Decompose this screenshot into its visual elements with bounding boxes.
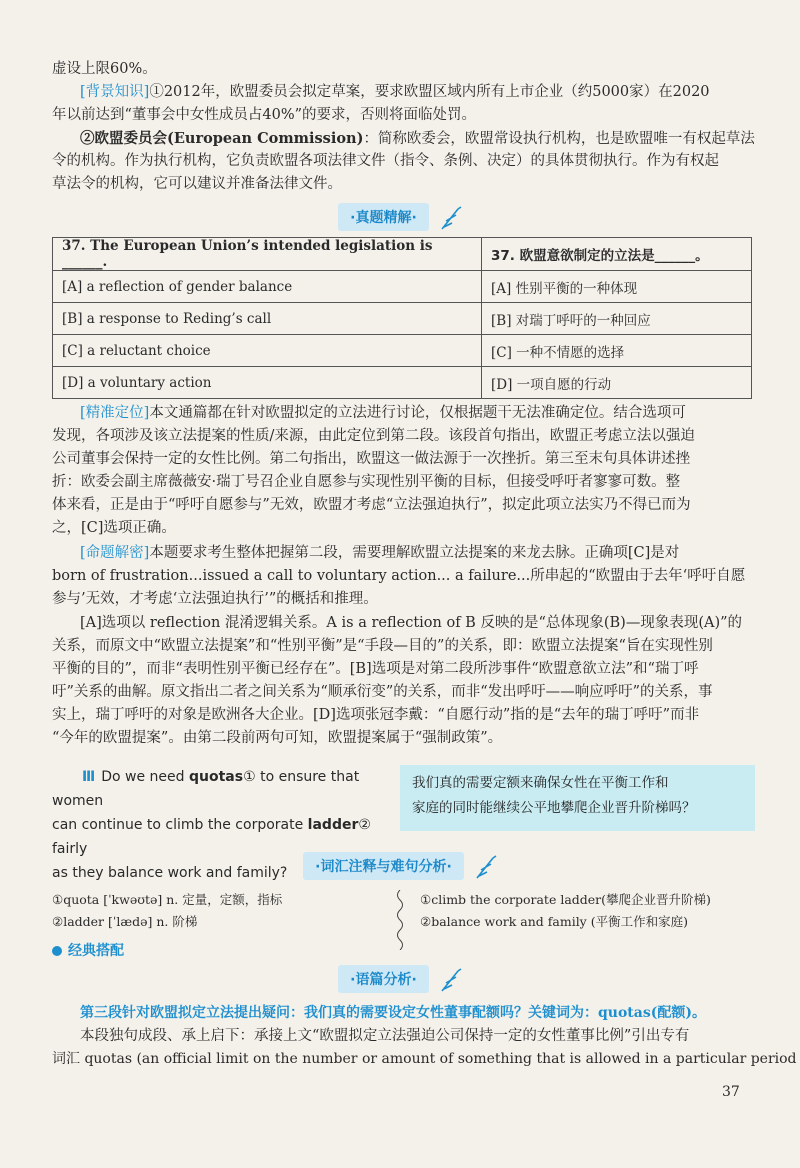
option-zh: [A] 性别平衡的一种体现 — [482, 271, 752, 303]
option-en: [B] a response to Reding’s call — [53, 303, 482, 335]
paragraph-line — [80, 542, 679, 565]
text: 本题要求考生整体把握第二段，需要理解欧盟立法提案的来龙去脉。正确项[C]是对 — [149, 545, 680, 561]
ec-term: ②欧盟委员会(European Commission) — [80, 130, 364, 147]
paragraph-line: 令的机构。作为执行机构，它负责欧盟各项法律文件（指令、条例、决定）的具体贯彻执行。作为有权起 — [52, 153, 719, 169]
option-zh: [B] 对瑞丁呼吁的一种回应 — [482, 303, 752, 335]
paragraph-line: 本段独句成段、承上启下：承接上文“欧盟拟定立法强迫公司保持一定的女性董事比例”引出专有 — [80, 1028, 690, 1044]
text: 本文通篇都在针对欧盟拟定的立法进行讨论，仅根据题干无法准确定位。结合选项可 — [149, 405, 686, 421]
paragraph-line: [A]选项以 reflection 混淆逻辑关系。A is a reflection of B 反映的是“总体现象(B)—现象表现(A)”的 — [80, 615, 743, 631]
paragraph-line: 体来看，正是由于“呼吁自愿参与”无效，欧盟才考虑“立法强迫执行”，拟定此项立法实乃不得已而为 — [52, 497, 691, 513]
classic-collocation-heading — [52, 940, 124, 960]
quill-icon — [438, 205, 462, 231]
quill-icon — [473, 854, 497, 880]
keyword: quotas — [188, 769, 244, 785]
option-en: [A] a reflection of gender balance — [53, 271, 482, 303]
quill-icon — [438, 967, 462, 993]
translation-line: 家庭的同时能继续公平地攀爬企业晋升阶梯吗？ — [412, 800, 696, 816]
section-banner — [0, 203, 800, 233]
page-number: 37 — [722, 1084, 740, 1100]
banner-title: ·真题精解· — [338, 203, 429, 231]
text: ：简称欧委会，欧盟常设执行机构，也是欧盟唯一有权起草法 — [363, 131, 755, 147]
vocab-entry: ①quota [ˈkwəʊtə] n. 定量，定额，指标 — [52, 892, 283, 907]
banner-title: ·语篇分析· — [338, 965, 429, 993]
paragraph-line: 公司董事会保持一定的女性比例。第二句指出，欧盟这一做法源于一次挫折。第三至末句具体讲述挫 — [52, 451, 690, 467]
paragraph-line — [80, 127, 755, 151]
option-en: [D] a voluntary action — [53, 367, 482, 399]
paragraph-line: 实上，瑞丁呼吁的对象是欧洲各大企业。[D]选项张冠李戴：“自愿行动”指的是“去年的瑞丁呼吁”而非 — [52, 707, 700, 723]
question-table — [52, 237, 752, 399]
bullet-dot-icon — [52, 946, 62, 956]
background-tag: [背景知识] — [80, 84, 150, 100]
precise-location-tag: [精准定位] — [80, 405, 150, 421]
paragraph-line: 平衡的目的”，而非“表明性别平衡已经存在”。[B]选项是对第二段所涉事件“欧盟意欲立法”和“瑞丁呼 — [52, 661, 699, 677]
text: Do we need — [101, 769, 189, 785]
text: ② fairly — [52, 817, 371, 857]
discourse-heading: 第三段针对欧盟拟定立法提出疑问：我们真的需要设定女性董事配额吗？关键词为：quotas(配额)。 — [80, 1005, 706, 1021]
paragraph-line: “今年的欧盟提案”。由第二段前两句可知，欧盟提案属于“强制政策”。 — [52, 730, 503, 746]
paragraph-line: born of frustration...issued a call to voluntary action... a failure...所串起的“欧盟由于去年‘呼吁自愿 — [52, 568, 746, 584]
translation-line: 我们真的需要定额来确保女性在平衡工作和 — [412, 775, 669, 791]
translation-box — [400, 765, 755, 831]
paragraph-line: 折：欧委会副主席薇薇安·瑞丁号召企业自愿参与实现性别平衡的目标，但接受呼吁者寥寥可数。整 — [52, 474, 681, 490]
paragraph-line: 参与’无效，才考虑‘立法强迫执行’”的概括和推理。 — [52, 591, 378, 607]
section-banner — [0, 965, 800, 995]
text: ①2012年，欧盟委员会拟定草案，要求欧盟区域内所有上市企业（约5000家）在2020 — [149, 84, 710, 100]
paragraph-line: 虚设上限60%。 — [52, 61, 157, 77]
paragraph-line: 词汇 quotas (an official limit on the number or amount of something that is allowed in a particular period — [52, 1051, 797, 1067]
background-knowledge-line — [80, 81, 710, 104]
paragraph-line: 之，[C]选项正确。 — [52, 520, 176, 536]
question-decode-tag: [命题解密] — [80, 545, 150, 561]
section-banner — [0, 852, 800, 882]
text: ① to ensure that women — [52, 769, 360, 809]
heading-text: 经典搭配 — [68, 943, 124, 959]
banner-title: ·词汇注释与难句分析· — [303, 852, 464, 880]
paragraph-line: 关系，而原文中“欧盟立法提案”和“性别平衡”是“手段—目的”的关系，即：欧盟立法提案“旨在实现性别 — [52, 638, 713, 654]
paragraph-line: 发现，各项涉及该立法提案的性质/来源，由此定位到第二段。该段首句指出，欧盟正考虑立法以强迫 — [52, 428, 695, 444]
paragraph-line: 吁”关系的曲解。原文指出二者之间关系为“顺承衍变”的关系，而非“发出呼吁——响应呼吁”的关系，事 — [52, 684, 713, 700]
vocab-entry: ②ladder [ˈlædə] n. 阶梯 — [52, 914, 198, 929]
question-en: 37. The European Union’s intended legislation is ______. — [53, 238, 482, 271]
text: can continue to climb the corporate — [52, 817, 308, 833]
divider-curl — [394, 890, 406, 950]
option-zh: [C] 一种不情愿的选择 — [482, 335, 752, 367]
vocab-entry: ①climb the corporate ladder(攀爬企业晋升阶梯) — [420, 892, 711, 907]
option-zh: [D] 一项自愿的行动 — [482, 367, 752, 399]
section-number: Ⅲ — [82, 769, 96, 785]
paragraph-line: 草法令的机构，它可以建议并准备法律文件。 — [52, 176, 342, 192]
option-en: [C] a reluctant choice — [53, 335, 482, 367]
vocab-entry: ②balance work and family (平衡工作和家庭) — [420, 914, 688, 929]
sentence-line: as they balance work and family? — [52, 865, 288, 881]
sentence-line — [52, 765, 392, 813]
paragraph-line: 年以前达到“董事会中女性成员占40%”的要求，否则将面临处罚。 — [52, 107, 477, 123]
paragraph-line — [80, 402, 686, 425]
keyword: ladder — [307, 817, 359, 833]
question-zh: 37. 欧盟意欲制定的立法是______。 — [482, 238, 752, 271]
